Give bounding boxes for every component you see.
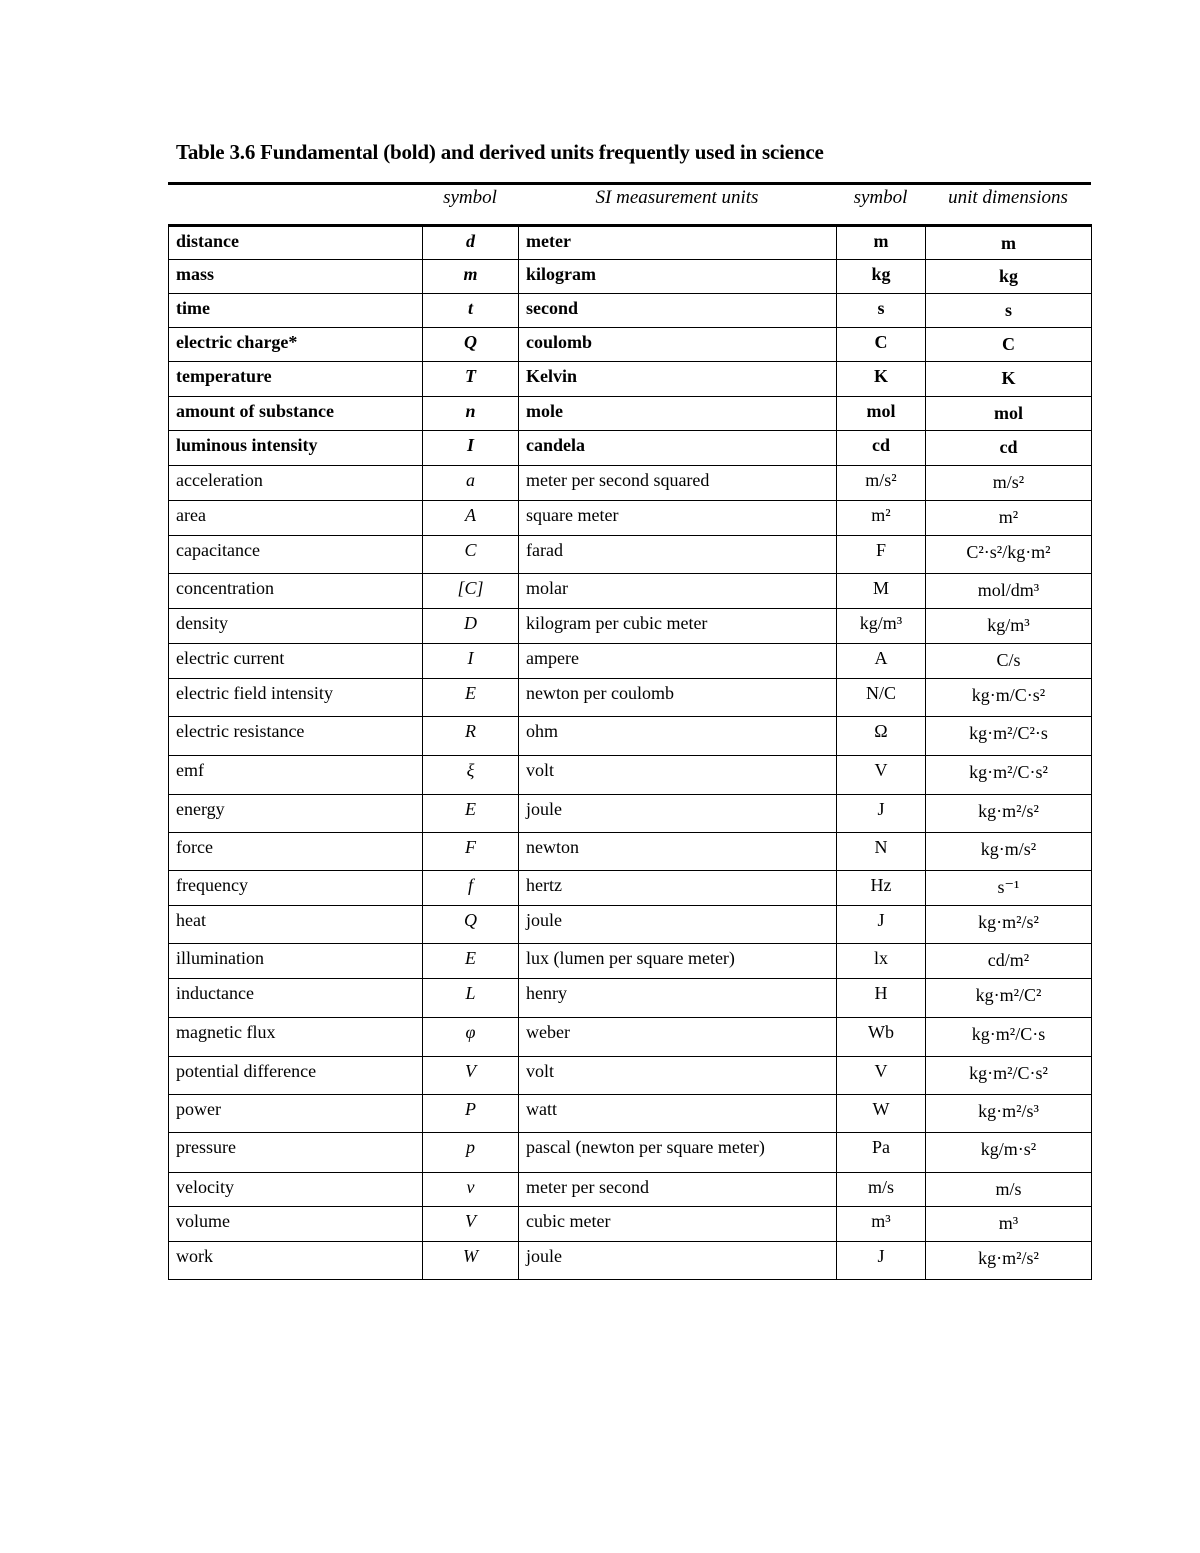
unit-name-cell: meter [519,226,837,260]
unit-dimensions-cell: cd/m² [926,944,1092,979]
symbol-cell: E [423,679,519,717]
unit-name-cell: pascal (newton per square meter) [519,1133,837,1173]
unit-dimensions-cell: cd [926,431,1092,466]
unit-name-cell: coulomb [519,328,837,362]
unit-dimensions-cell: kg·m²/C² [926,979,1092,1018]
unit-name-cell: kilogram per cubic meter [519,609,837,644]
column-headers [168,185,1091,223]
unit-name-cell: ohm [519,717,837,756]
unit-name-cell: cubic meter [519,1207,837,1242]
table-row [169,536,1092,574]
unit-dimensions-cell: mol [926,397,1092,431]
unit-name-cell: henry [519,979,837,1018]
unit-name-cell: meter per second squared [519,466,837,501]
unit-symbol-cell: Ω [837,717,926,756]
unit-symbol-cell: kg [837,260,926,294]
symbol-cell: C [423,536,519,574]
unit-dimensions-cell: kg·m/s² [926,833,1092,871]
quantity-cell: inductance [169,979,423,1018]
symbol-cell: I [423,644,519,679]
unit-name-cell: newton [519,833,837,871]
quantity-cell: temperature [169,362,423,397]
unit-name-cell: hertz [519,871,837,906]
unit-name-cell: mole [519,397,837,431]
unit-symbol-cell: C [837,328,926,362]
symbol-cell: m [423,260,519,294]
quantity-cell: velocity [169,1173,423,1207]
header-si-units: SI measurement units [595,187,759,208]
unit-dimensions-cell: kg·m²/C·s² [926,756,1092,795]
unit-name-cell: kilogram [519,260,837,294]
table-row [169,1173,1092,1207]
header-symbol: symbol [443,187,497,208]
symbol-cell: E [423,795,519,833]
unit-name-cell: Kelvin [519,362,837,397]
table-row [169,979,1092,1018]
unit-name-cell: joule [519,906,837,944]
quantity-cell: electric field intensity [169,679,423,717]
unit-dimensions-cell: kg·m²/C²·s [926,717,1092,756]
unit-dimensions-cell: kg·m²/s³ [926,1095,1092,1133]
unit-symbol-cell: s [837,294,926,328]
unit-dimensions-cell: kg·m/C·s² [926,679,1092,717]
quantity-cell: distance [169,226,423,260]
table-row [169,644,1092,679]
unit-dimensions-cell: mol/dm³ [926,574,1092,609]
unit-name-cell: watt [519,1095,837,1133]
quantity-cell: power [169,1095,423,1133]
unit-name-cell: volt [519,756,837,795]
unit-dimensions-cell: C/s [926,644,1092,679]
quantity-cell: pressure [169,1133,423,1173]
unit-dimensions-cell: kg·m²/s² [926,795,1092,833]
unit-dimensions-cell: m/s² [926,466,1092,501]
unit-symbol-cell: H [837,979,926,1018]
unit-dimensions-cell: C [926,328,1092,362]
unit-dimensions-cell: kg/m³ [926,609,1092,644]
table-row [169,795,1092,833]
unit-dimensions-cell: kg [926,260,1092,294]
header-unit-dimensions: unit dimensions [948,187,1068,208]
quantity-cell: heat [169,906,423,944]
unit-symbol-cell: J [837,795,926,833]
unit-dimensions-cell: kg·m²/C·s² [926,1057,1092,1095]
unit-symbol-cell: m² [837,501,926,536]
table-row [169,1242,1092,1280]
unit-symbol-cell: W [837,1095,926,1133]
quantity-cell: time [169,294,423,328]
unit-name-cell: volt [519,1057,837,1095]
unit-dimensions-cell: kg·m²/C·s [926,1018,1092,1057]
unit-name-cell: ampere [519,644,837,679]
table-row [169,1207,1092,1242]
symbol-cell: n [423,397,519,431]
table-row [169,679,1092,717]
table-row [169,1018,1092,1057]
unit-name-cell: candela [519,431,837,466]
symbol-cell: V [423,1207,519,1242]
quantity-cell: capacitance [169,536,423,574]
unit-symbol-cell: K [837,362,926,397]
table-row [169,226,1092,260]
symbol-cell: Q [423,906,519,944]
unit-symbol-cell: V [837,1057,926,1095]
quantity-cell: amount of substance [169,397,423,431]
quantity-cell: volume [169,1207,423,1242]
table-row [169,362,1092,397]
unit-name-cell: molar [519,574,837,609]
table-row [169,756,1092,795]
table-row [169,294,1092,328]
unit-name-cell: meter per second [519,1173,837,1207]
unit-symbol-cell: J [837,906,926,944]
unit-symbol-cell: cd [837,431,926,466]
quantity-cell: magnetic flux [169,1018,423,1057]
unit-symbol-cell: lx [837,944,926,979]
table-row [169,328,1092,362]
unit-symbol-cell: A [837,644,926,679]
symbol-cell: [C] [423,574,519,609]
quantity-cell: area [169,501,423,536]
units-table [168,224,1092,1280]
quantity-cell: frequency [169,871,423,906]
table-row [169,260,1092,294]
unit-symbol-cell: m [837,226,926,260]
symbol-cell: E [423,944,519,979]
quantity-cell: electric charge* [169,328,423,362]
quantity-cell: potential difference [169,1057,423,1095]
symbol-cell: a [423,466,519,501]
symbol-cell: T [423,362,519,397]
symbol-cell: F [423,833,519,871]
unit-dimensions-cell: s⁻¹ [926,871,1092,906]
unit-dimensions-cell: K [926,362,1092,397]
table-row [169,1133,1092,1173]
table-row [169,871,1092,906]
header-unit-symbol: symbol [853,187,908,208]
unit-dimensions-cell: s [926,294,1092,328]
unit-name-cell: joule [519,1242,837,1280]
symbol-cell: I [423,431,519,466]
unit-dimensions-cell: m [926,226,1092,260]
quantity-cell: electric resistance [169,717,423,756]
table-row [169,574,1092,609]
symbol-cell: W [423,1242,519,1280]
unit-symbol-cell: m/s [837,1173,926,1207]
table-row [169,609,1092,644]
symbol-cell: P [423,1095,519,1133]
unit-dimensions-cell: kg·m²/s² [926,906,1092,944]
table-row [169,431,1092,466]
symbol-cell: V [423,1057,519,1095]
unit-name-cell: newton per coulomb [519,679,837,717]
unit-symbol-cell: kg/m³ [837,609,926,644]
unit-symbol-cell: F [837,536,926,574]
unit-dimensions-cell: kg·m²/s² [926,1242,1092,1280]
table-row [169,717,1092,756]
unit-symbol-cell: mol [837,397,926,431]
symbol-cell: ξ [423,756,519,795]
table-row [169,466,1092,501]
table-row [169,906,1092,944]
unit-symbol-cell: J [837,1242,926,1280]
symbol-cell: v [423,1173,519,1207]
table-row [169,1057,1092,1095]
quantity-cell: concentration [169,574,423,609]
quantity-cell: acceleration [169,466,423,501]
unit-symbol-cell: M [837,574,926,609]
unit-symbol-cell: N [837,833,926,871]
table-row [169,833,1092,871]
quantity-cell: mass [169,260,423,294]
symbol-cell: D [423,609,519,644]
quantity-cell: illumination [169,944,423,979]
symbol-cell: f [423,871,519,906]
symbol-cell: φ [423,1018,519,1057]
symbol-cell: Q [423,328,519,362]
unit-name-cell: square meter [519,501,837,536]
table-row [169,944,1092,979]
quantity-cell: work [169,1242,423,1280]
symbol-cell: d [423,226,519,260]
unit-dimensions-cell: m² [926,501,1092,536]
unit-symbol-cell: N/C [837,679,926,717]
unit-symbol-cell: m³ [837,1207,926,1242]
symbol-cell: t [423,294,519,328]
unit-symbol-cell: Wb [837,1018,926,1057]
quantity-cell: electric current [169,644,423,679]
quantity-cell: emf [169,756,423,795]
quantity-cell: luminous intensity [169,431,423,466]
unit-dimensions-cell: C²·s²/kg·m² [926,536,1092,574]
symbol-cell: A [423,501,519,536]
symbol-cell: p [423,1133,519,1173]
unit-dimensions-cell: m³ [926,1207,1092,1242]
unit-symbol-cell: Hz [837,871,926,906]
unit-name-cell: lux (lumen per square meter) [519,944,837,979]
table-row [169,1095,1092,1133]
unit-symbol-cell: Pa [837,1133,926,1173]
table-row [169,501,1092,536]
table-title: Table 3.6 Fundamental (bold) and derived units frequently used in science [176,140,824,164]
unit-symbol-cell: m/s² [837,466,926,501]
symbol-cell: L [423,979,519,1018]
unit-name-cell: weber [519,1018,837,1057]
unit-name-cell: joule [519,795,837,833]
quantity-cell: energy [169,795,423,833]
unit-name-cell: second [519,294,837,328]
unit-name-cell: farad [519,536,837,574]
quantity-cell: density [169,609,423,644]
quantity-cell: force [169,833,423,871]
table-row [169,397,1092,431]
unit-dimensions-cell: kg/m·s² [926,1133,1092,1173]
symbol-cell: R [423,717,519,756]
unit-dimensions-cell: m/s [926,1173,1092,1207]
unit-symbol-cell: V [837,756,926,795]
